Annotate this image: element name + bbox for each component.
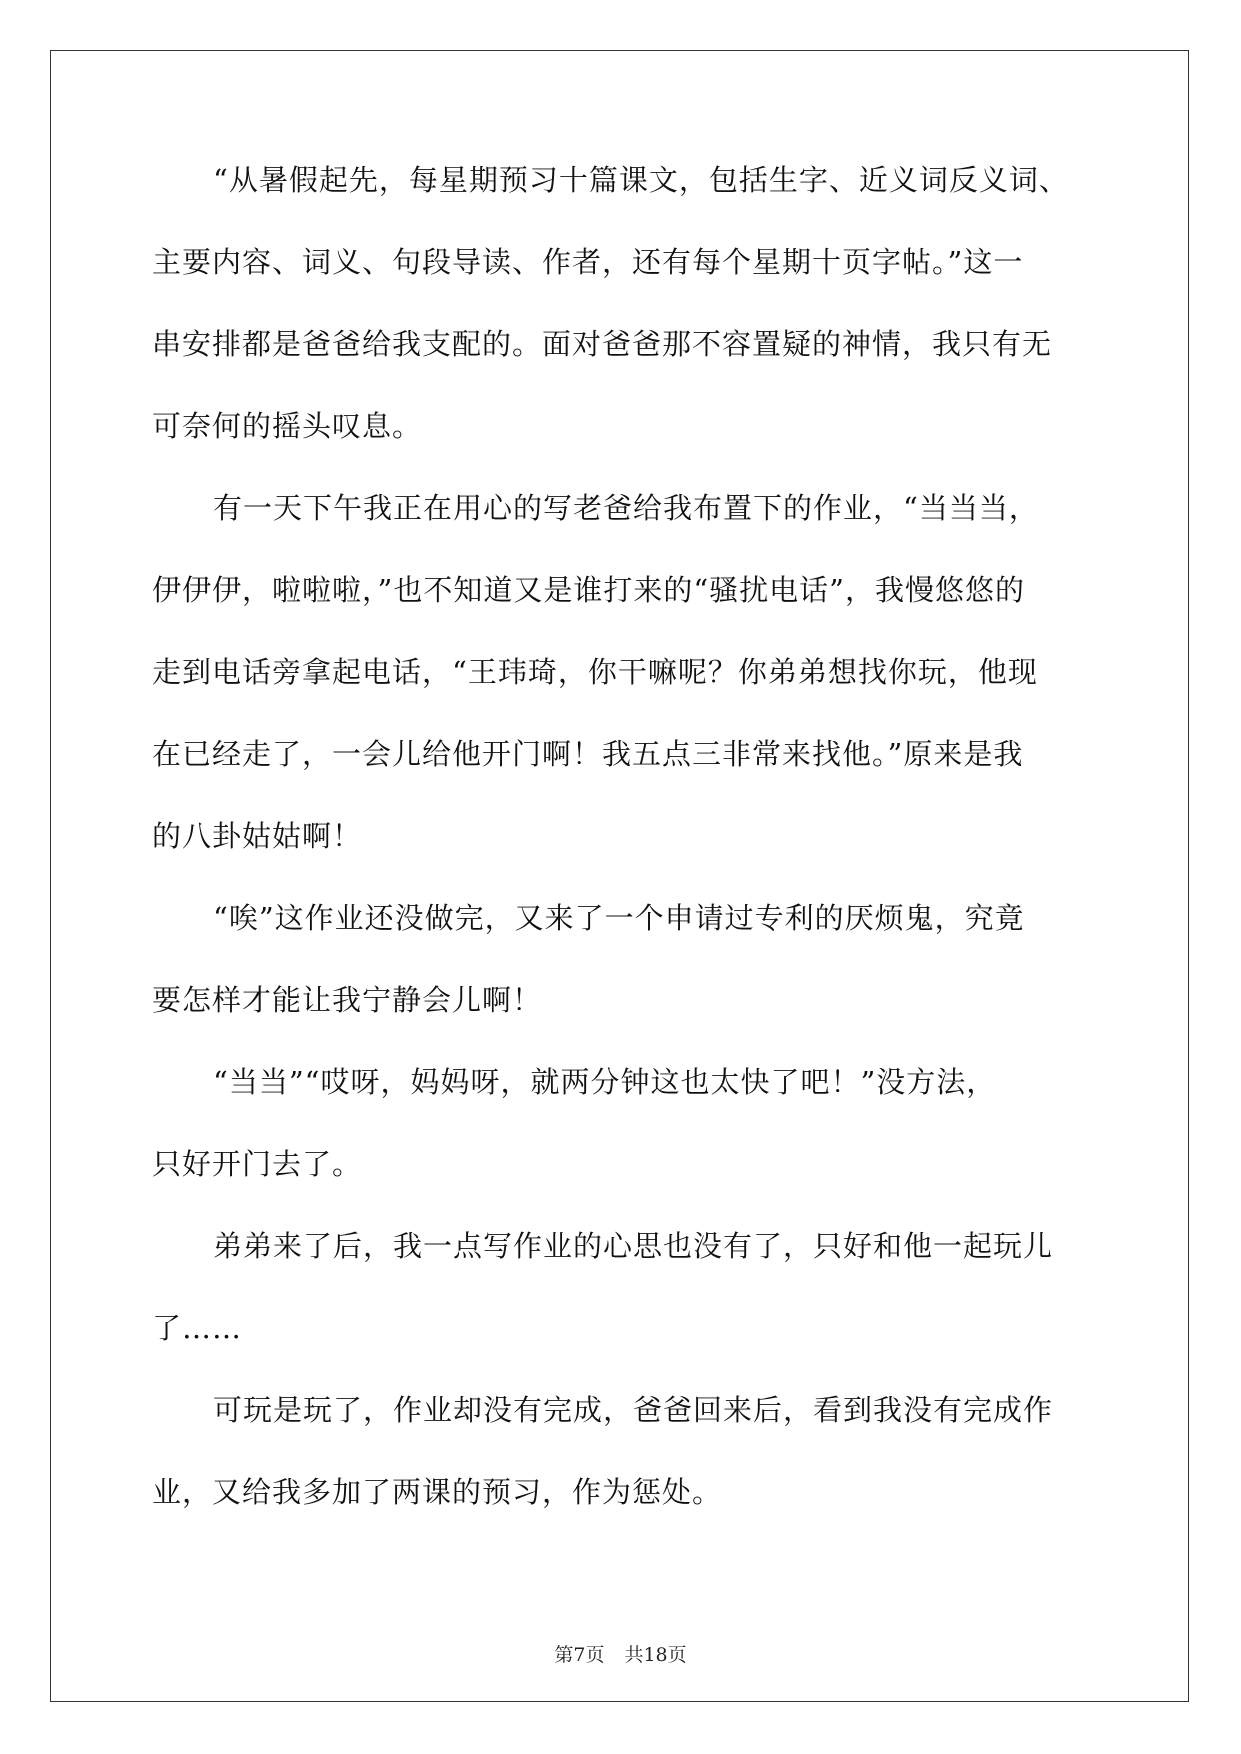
text-line: “唉”这作业还没做完，又来了一个申请过专利的厌烦鬼，究竟 [213, 901, 1025, 935]
document-body [152, 162, 1092, 1556]
text-line: 只好开门去了。 [152, 1147, 363, 1181]
text-line: 可玩是玩了，作业却没有完成，爸爸回来后，看到我没有完成作 [213, 1393, 1054, 1427]
text-line: 有一天下午我正在用心的写老爸给我布置下的作业，“当当当， [213, 491, 1039, 525]
text-line: 串安排都是爸爸给我支配的。面对爸爸那不容置疑的神情，我只有无 [152, 327, 1053, 361]
page-footer [0, 1640, 1241, 1667]
text-line: 伊伊伊，啦啦啦，”也不知道又是谁打来的“骚扰电话”，我慢悠悠的 [152, 573, 1025, 607]
text-line: 业，又给我多加了两课的预习，作为惩处。 [152, 1475, 723, 1509]
text-line: 要怎样才能让我宁静会儿啊！ [152, 983, 543, 1017]
page-number: 第7页 [554, 1644, 605, 1666]
text-line: 走到电话旁拿起电话，“王玮琦，你干嘛呢？你弟弟想找你玩，他现 [152, 655, 1038, 689]
page-total: 共18页 [624, 1644, 687, 1666]
text-line: 了…… [152, 1311, 243, 1345]
text-line: 主要内容、词义、句段导读、作者，还有每个星期十页字帖。”这一 [152, 245, 1024, 279]
text-line: 可奈何的摇头叹息。 [152, 409, 423, 443]
text-line: 弟弟来了后，我一点写作业的心思也没有了，只好和他一起玩儿 [213, 1229, 1054, 1263]
text-line: “从暑假起先，每星期预习十篇课文，包括生字、近义词反义词、 [213, 163, 1069, 197]
text-line: 的八卦姑姑啊！ [152, 819, 363, 853]
text-line: “当当”“哎呀，妈妈呀，就两分钟这也太快了吧！”没方法， [213, 1065, 997, 1099]
text-line: 在已经走了，一会儿给他开门啊！我五点三非常来找他。”原来是我 [152, 737, 1024, 771]
